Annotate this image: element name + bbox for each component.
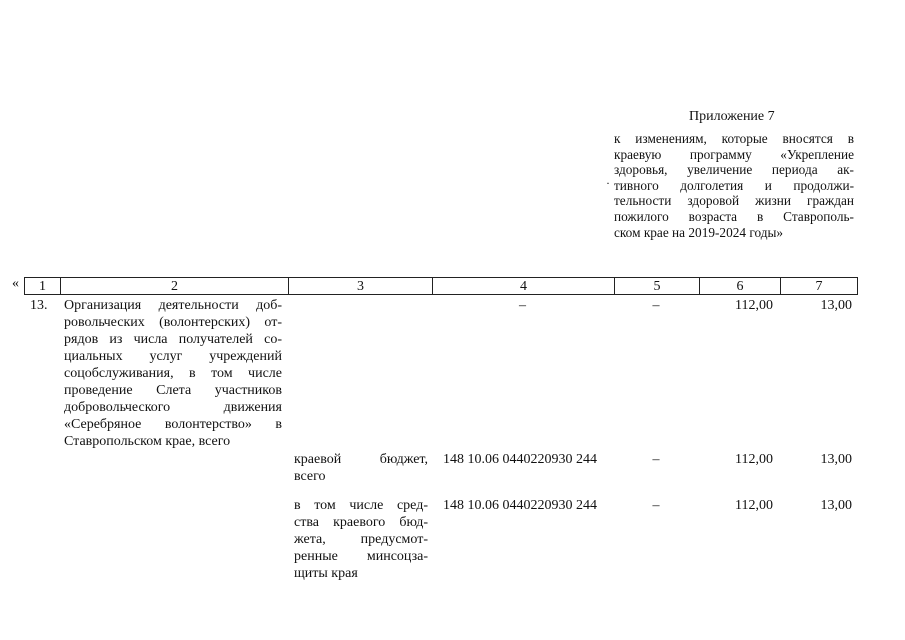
header-col-5: 5 [614,277,700,295]
funding-source-ministry [294,497,428,582]
appendix-note-line: тивного долголетия и продолжи- [614,177,854,193]
funding-source-line: краевой бюджет, [294,452,428,467]
funding-source-regional [294,451,428,485]
activity-name [64,297,282,450]
header-col-4: 4 [432,277,615,295]
activity-name-line: соцобслуживания, в том числе [64,366,282,381]
activity-name-line: Ставропольском крае, всего [64,434,231,449]
appendix-note-line: краевую программу «Укрепление [614,146,854,162]
appendix-note-line: к изменениям, которые вносятся в [614,131,854,146]
header-col-1: 1 [24,277,61,295]
appendix-note-line: пожилого возраста в Ставрополь- [614,208,854,224]
sub1-col7: 13,00 [820,452,852,467]
budget-code: 148 10.06 0440220930 244 [443,452,597,467]
header-col-3: 3 [288,277,433,295]
activity-name-line: добровольческого движения [64,400,282,415]
appendix-title: Приложение 7 [689,109,775,124]
header-col-6: 6 [699,277,781,295]
total-col4: – [519,298,526,313]
funding-source-line: жета, предусмот- [294,532,428,547]
appendix-note-line: тельности здоровой жизни граждан [614,193,854,209]
sub2-col7: 13,00 [820,498,852,513]
activity-name-line: «Серебряное волонтерство» в [64,417,282,432]
total-col7: 13,00 [820,298,852,313]
total-col6: 112,00 [735,298,773,313]
header-col-2: 2 [60,277,289,295]
margin-dot: · [606,176,610,190]
sub2-col5: – [652,498,660,513]
activity-name-line: проведение Слета участников [64,383,282,398]
total-col5: – [652,298,660,313]
funding-source-line: ства краевого бюд- [294,515,428,530]
appendix-note-line: здоровья, увеличение периода ак- [614,162,854,178]
funding-source-line: щиты края [294,566,358,581]
funding-source-line: ренные минсоцза- [294,549,428,564]
activity-name-line: Организация деятельности доб- [64,298,282,313]
sub1-col5: – [652,452,660,467]
funding-source-line: в том числе сред- [294,498,428,513]
budget-code: 148 10.06 0440220930 244 [443,498,597,513]
activity-name-line: ровольческих (волонтерских) от- [64,315,282,330]
row-number: 13. [30,298,48,313]
header-col-7: 7 [780,277,858,295]
sub2-col6: 112,00 [735,498,773,513]
funding-source-line: всего [294,469,326,484]
activity-name-line: рядов из числа получателей со- [64,332,282,347]
appendix-note-line: ском крае на 2019-2024 годы» [614,224,784,240]
appendix-note [614,131,854,240]
activity-name-line: циальных услуг учреждений [64,349,282,364]
sub1-col6: 112,00 [735,452,773,467]
opening-quote: « [12,276,19,291]
